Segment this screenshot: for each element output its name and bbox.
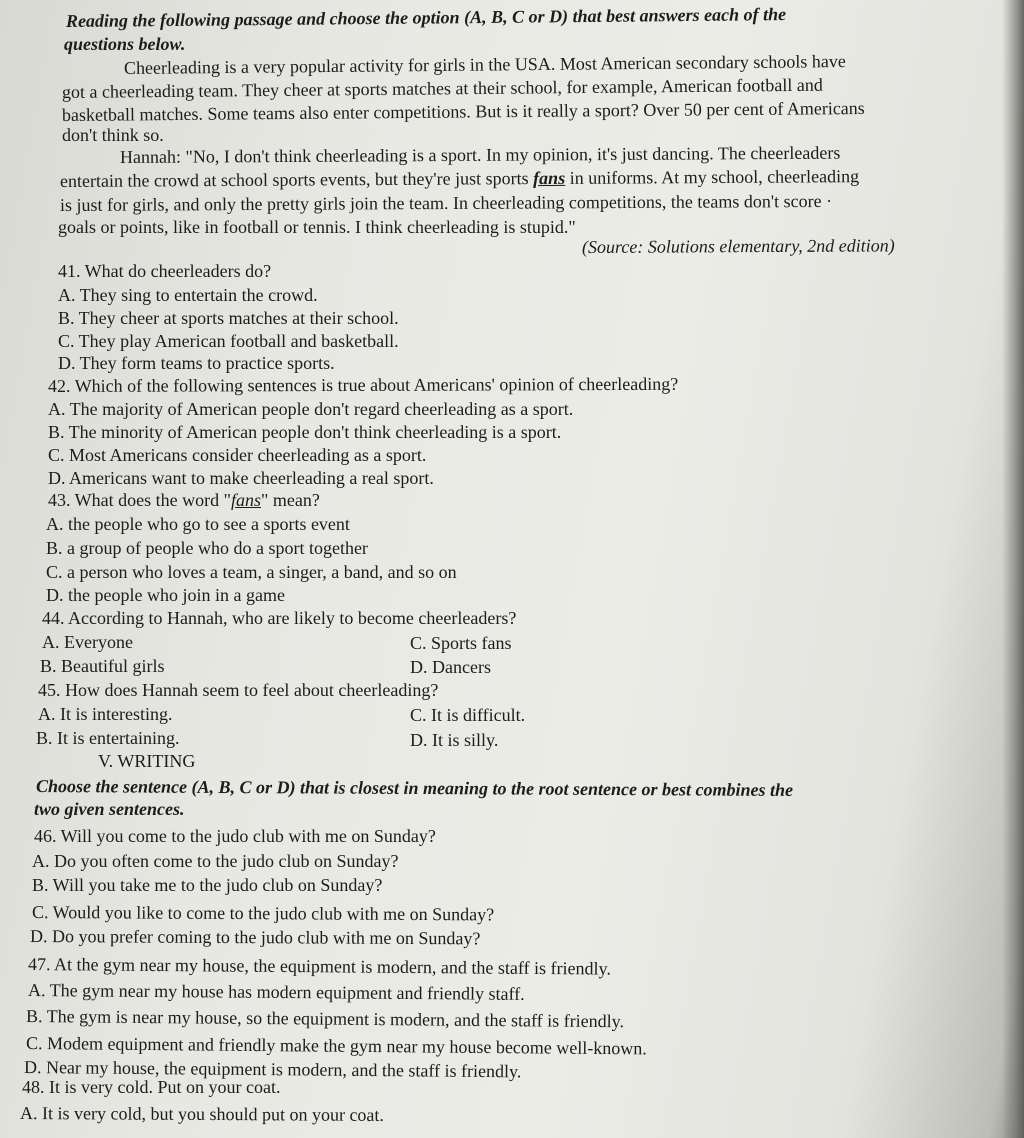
writing-instruction-line-2: two given sentences.	[34, 799, 185, 819]
q41-option-b: B. They cheer at sports matches at their school.	[58, 308, 399, 328]
q44-option-b: B. Beautiful girls	[40, 656, 165, 676]
q48-option-a: A. It is very cold, but you should put on your coat.	[19, 1103, 385, 1125]
q45-stem: 45. How does Hannah seem to feel about cheerleading?	[38, 680, 439, 700]
q43-option-a: A. the people who go to see a sports event	[46, 514, 350, 534]
q44-option-a: A. Everyone	[42, 632, 133, 652]
passage-source: (Source: Solutions elementary, 2nd edition)	[581, 235, 895, 257]
q44-stem: 44. According to Hannah, who are likely to become cheerleaders?	[42, 608, 517, 628]
q43-option-d: D. the people who join in a game	[46, 585, 285, 605]
q42-option-d: D. Americans want to make cheerleading a real sport.	[48, 468, 434, 488]
q48-stem: 48. It is very cold. Put on your coat.	[22, 1077, 281, 1097]
passage-p1-line-3: basketball matches. Some teams also enter competitions. But is it really a sport? Over 50 per cent of Americans	[61, 97, 865, 125]
passage-p2-line-3: is just for girls, and only the pretty girls join the team. In cheerleading competitions, the teams don't score ·	[59, 190, 833, 215]
q46-stem: 46. Will you come to the judo club with me on Sunday?	[34, 826, 436, 846]
q47-option-a: A. The gym near my house has modern equipment and friendly staff.	[27, 980, 525, 1004]
passage-p2-line-2-start: entertain the crowd at school sports events, but they're just sports	[59, 168, 534, 191]
q41-option-c: C. They play American football and basketball.	[58, 331, 399, 351]
passage-p2-line-1: Hannah: "No, I don't think cheerleading is a sport. In my opinion, it's just dancing. The cheerleaders	[119, 142, 841, 167]
q46-option-b: B. Will you take me to the judo club on Sunday?	[32, 875, 383, 895]
reading-instruction-line-2: questions below.	[64, 34, 186, 54]
q42-option-c: C. Most Americans consider cheerleading as a sport.	[48, 445, 427, 465]
q42-stem: 42. Which of the following sentences is true about Americans' opinion of cheerleading?	[47, 373, 679, 396]
q41-option-d: D. They form teams to practice sports.	[58, 353, 335, 373]
writing-heading: V. WRITING	[98, 751, 196, 771]
q41-option-a: A. They sing to entertain the crowd.	[58, 285, 318, 305]
passage-p1-line-2: got a cheerleading team. They cheer at sports matches at their school, for example, American football and	[61, 74, 823, 102]
q47-option-d: D. Near my house, the equipment is modern, and the staff is friendly.	[23, 1057, 522, 1082]
q43-stem	[48, 489, 320, 511]
writing-instruction-line-1: Choose the sentence (A, B, C or D) that is closest in meaning to the root sentence or best combines the	[35, 776, 794, 800]
reading-instruction-line-1: Reading the following passage and choose the option (A, B, C or D) that best answers each of the	[65, 4, 787, 31]
passage-p2-line-4: goals or points, like in football or tennis. I think cheerleading is stupid."	[58, 217, 576, 237]
q46-option-a: A. Do you often come to the judo club on Sunday?	[32, 851, 399, 871]
q41-stem: 41. What do cheerleaders do?	[58, 261, 272, 281]
q43-stem-word: fans	[230, 490, 261, 510]
q46-option-c: C. Would you like to come to the judo club with me on Sunday?	[31, 902, 495, 925]
q45-option-d: D. It is silly.	[410, 730, 499, 750]
q45-option-a: A. It is interesting.	[38, 704, 173, 724]
q42-option-a: A. The majority of American people don't regard cheerleading as a sport.	[48, 399, 574, 419]
page-edge-shadow	[1002, 0, 1024, 1138]
passage-p2-line-2-end: in uniforms. At my school, cheerleading	[565, 166, 860, 188]
q43-stem-end: " mean?	[261, 490, 320, 510]
q47-stem: 47. At the gym near my house, the equipment is modern, and the staff is friendly.	[27, 954, 611, 979]
passage-p2-line-2	[60, 165, 859, 192]
q45-option-c: C. It is difficult.	[410, 705, 526, 725]
q43-option-b: B. a group of people who do a sport together	[46, 538, 368, 558]
q47-option-b: B. The gym is near my house, so the equipment is modern, and the staff is friendly.	[25, 1006, 625, 1032]
q43-stem-start: 43. What does the word "	[48, 490, 231, 510]
q42-option-b: B. The minority of American people don't think cheerleading is a sport.	[48, 422, 562, 442]
q43-option-c: C. a person who loves a team, a singer, a band, and so on	[46, 562, 457, 582]
passage-p1-line-1: Cheerleading is a very popular activity for girls in the USA. Most American secondary schools have	[123, 51, 846, 78]
q44-option-d: D. Dancers	[410, 657, 491, 677]
fans-underlined-word: fans	[533, 167, 566, 189]
passage-p1-line-4: don't think so.	[62, 125, 164, 145]
q45-option-b: B. It is entertaining.	[36, 728, 180, 748]
q46-option-d: D. Do you prefer coming to the judo club with me on Sunday?	[29, 926, 481, 949]
q47-option-c: C. Modem equipment and friendly make the gym near my house become well-known.	[25, 1033, 647, 1059]
q44-option-c: C. Sports fans	[410, 633, 512, 653]
